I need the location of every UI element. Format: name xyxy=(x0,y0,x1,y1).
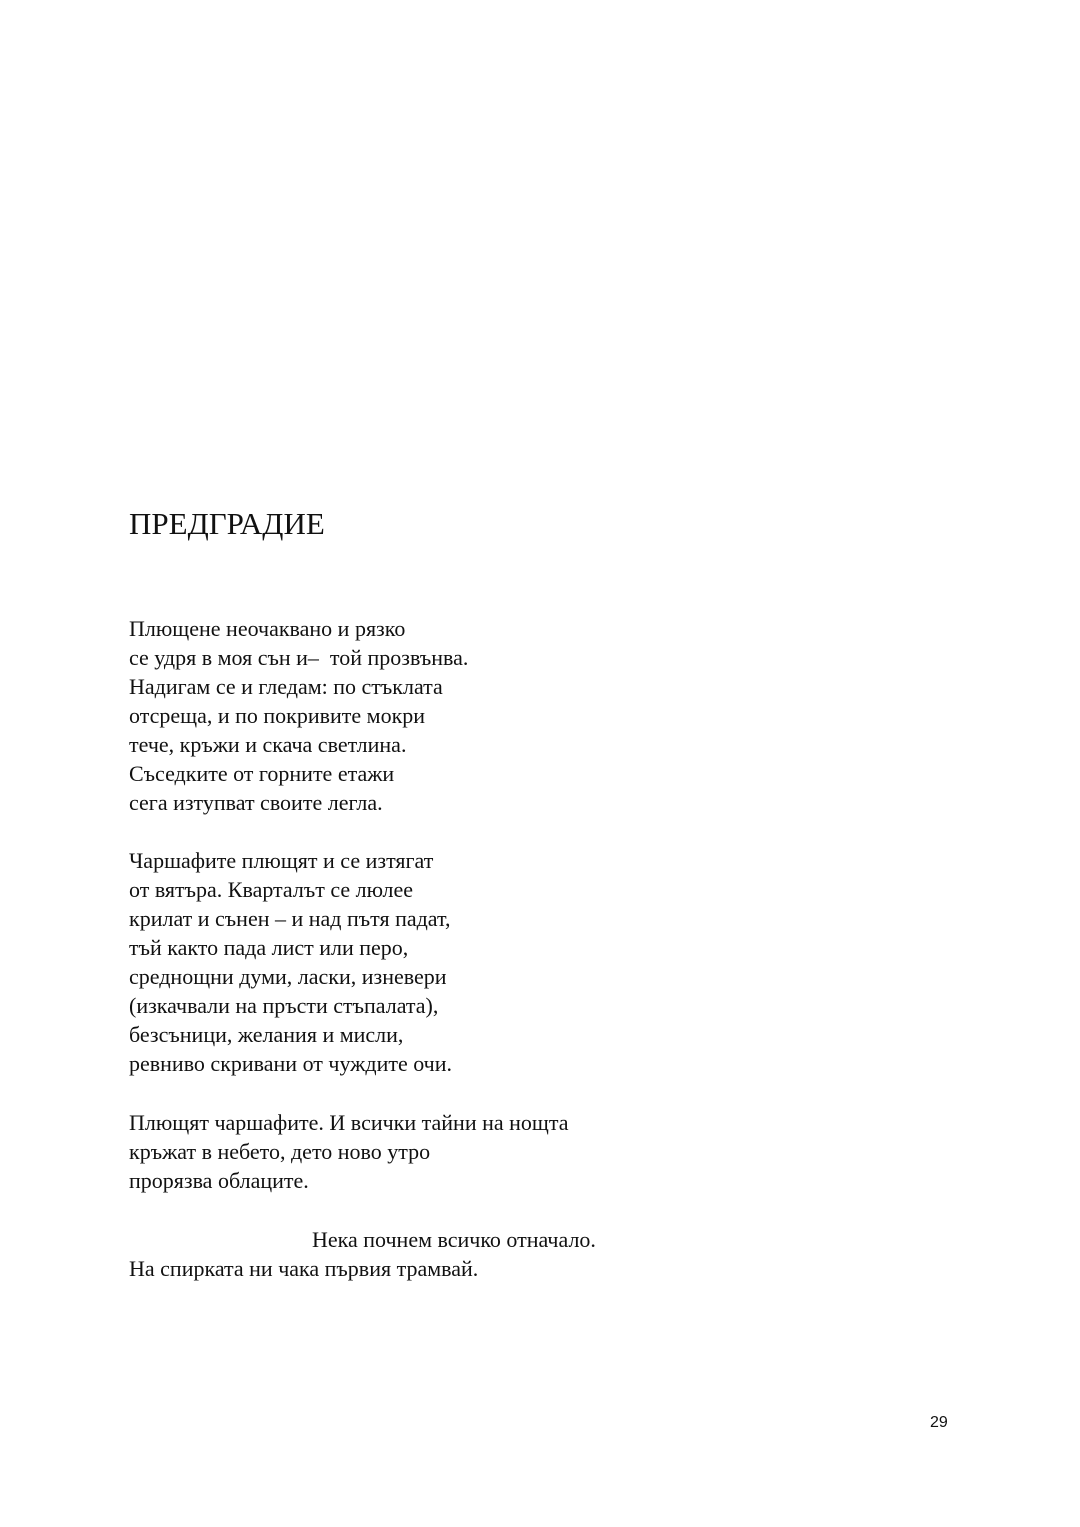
poem-line: отсреща, и по покривите мокри xyxy=(129,703,426,728)
poem-line: от вятъра. Кварталът се люлее xyxy=(129,877,414,902)
poem-line: безсъници, желания и мисли, xyxy=(129,1022,404,1047)
poem-line: ревниво скривани от чуждите очи. xyxy=(129,1051,452,1076)
poem-line: тъй както пада лист или перо, xyxy=(129,935,409,960)
poem-line: прорязва облаците. xyxy=(129,1168,309,1193)
poem-line: Плющят чаршафите. И всички тайни на нощта xyxy=(129,1110,569,1135)
poem-line: На спирката ни чака първия трамвай. xyxy=(129,1256,479,1281)
poem-line: (изкачвали на пръсти стъпалата), xyxy=(129,993,439,1018)
poem-line-indented: Нека почнем всичко отначало. xyxy=(312,1227,596,1252)
poem-line: кръжат в небето, дето ново утро xyxy=(129,1139,431,1164)
page-number: 29 xyxy=(930,1414,948,1431)
poem-line: Чаршафите плющят и се изтягат xyxy=(129,848,434,873)
poem-line: Надигам се и гледам: по стъклата xyxy=(129,674,443,699)
stanza-2 xyxy=(129,846,452,1078)
poem-line: се удря в моя сън и– той прозвънва. xyxy=(129,645,469,670)
stanza-3 xyxy=(129,1108,569,1195)
stanza-1 xyxy=(129,614,468,817)
stanza-4 xyxy=(129,1225,596,1283)
poem-title: ПРЕДГРАДИЕ xyxy=(129,506,325,541)
poem-line: среднощни думи, ласки, изневери xyxy=(129,964,447,989)
poem-line: сега изтупват своите легла. xyxy=(129,790,383,815)
poem-line: Плющене неочаквано и рязко xyxy=(129,616,406,641)
poem-line: Съседките от горните етажи xyxy=(129,761,395,786)
poem-line: тече, кръжи и скача светлина. xyxy=(129,732,407,757)
poem-line: крилат и сънен – и над пътя падат, xyxy=(129,906,451,931)
